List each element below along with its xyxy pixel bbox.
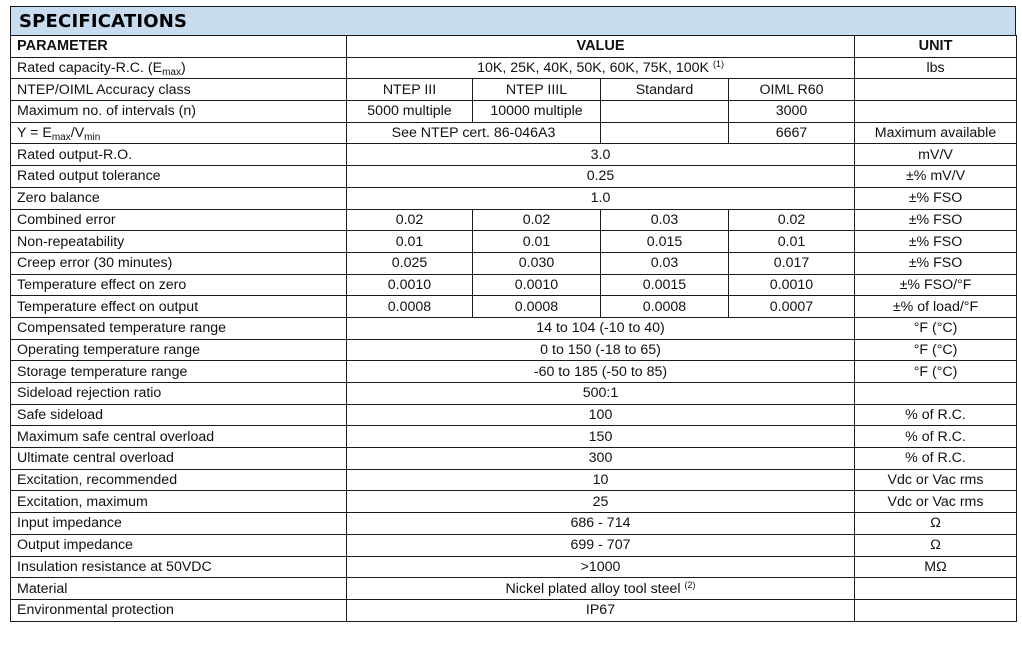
unit-cell <box>855 101 1017 123</box>
value-cell: 0.02 <box>473 209 601 231</box>
table-row <box>11 144 1017 166</box>
table-row <box>11 231 1017 253</box>
unit-cell: °F (°C) <box>855 361 1017 383</box>
param-cell: Safe sideload <box>11 404 347 426</box>
header-unit: UNIT <box>855 36 1017 58</box>
table-row <box>11 317 1017 339</box>
unit-cell <box>855 599 1017 621</box>
value-cell: 0.0010 <box>347 274 473 296</box>
value-cell: 0.01 <box>729 231 855 253</box>
header-value: VALUE <box>347 36 855 58</box>
param-cell: Rated output tolerance <box>11 166 347 188</box>
unit-cell: mV/V <box>855 144 1017 166</box>
unit-cell: ±% mV/V <box>855 166 1017 188</box>
value-cell: 0.0010 <box>729 274 855 296</box>
value-cell: 14 to 104 (-10 to 40) <box>347 317 855 339</box>
table-row <box>11 513 1017 535</box>
header-parameter: PARAMETER <box>11 36 347 58</box>
param-cell: Rated capacity-R.C. $(E_{max})$ <box>11 57 347 79</box>
param-cell: Sideload rejection ratio <box>11 383 347 405</box>
unit-cell <box>855 79 1017 101</box>
value-cell: See NTEP cert. 86-046A3 <box>347 122 601 144</box>
value-cell: 1.0 <box>347 187 855 209</box>
value-cell: 3000 <box>729 101 855 123</box>
value-cell: 10K, 25K, 40K, 50K, 60K, 75K, 100K $^{(1)}$ <box>347 57 855 79</box>
param-cell: Storage temperature range <box>11 361 347 383</box>
param-cell: Operating temperature range <box>11 339 347 361</box>
param-cell: NTEP/OIML Accuracy class <box>11 79 347 101</box>
param-cell: Excitation, maximum <box>11 491 347 513</box>
param-cell: Input impedance <box>11 513 347 535</box>
value-cell: 0.025 <box>347 252 473 274</box>
value-cell: NTEP IIIL <box>473 79 601 101</box>
value-cell: IP67 <box>347 599 855 621</box>
table-row <box>11 491 1017 513</box>
unit-cell: Ω <box>855 534 1017 556</box>
value-cell: 0.0008 <box>347 296 473 318</box>
unit-cell: % of R.C. <box>855 404 1017 426</box>
value-cell <box>601 122 729 144</box>
value-cell: 6667 <box>729 122 855 144</box>
table-row <box>11 469 1017 491</box>
value-cell: 0.0007 <box>729 296 855 318</box>
value-cell: 10000 multiple <box>473 101 601 123</box>
value-cell: 10 <box>347 469 855 491</box>
table-row <box>11 101 1017 123</box>
header-row <box>11 36 1017 58</box>
unit-cell: ±% FSO <box>855 252 1017 274</box>
value-cell: 0.0008 <box>473 296 601 318</box>
param-cell: Non-repeatability <box>11 231 347 253</box>
param-cell: Environmental protection <box>11 599 347 621</box>
specifications-panel <box>10 6 1016 622</box>
table-row <box>11 296 1017 318</box>
unit-cell: °F (°C) <box>855 339 1017 361</box>
table-row <box>11 339 1017 361</box>
table-row <box>11 534 1017 556</box>
value-cell: 300 <box>347 448 855 470</box>
unit-cell: % of R.C. <box>855 448 1017 470</box>
value-cell: 0.02 <box>347 209 473 231</box>
unit-cell: ±% FSO/°F <box>855 274 1017 296</box>
value-cell: 0.03 <box>601 252 729 274</box>
table-row <box>11 209 1017 231</box>
value-cell: 0.02 <box>729 209 855 231</box>
table-row <box>11 556 1017 578</box>
param-cell: Insulation resistance at 50VDC <box>11 556 347 578</box>
value-cell: 3.0 <box>347 144 855 166</box>
value-cell <box>601 101 729 123</box>
value-cell: 100 <box>347 404 855 426</box>
param-cell: Temperature effect on output <box>11 296 347 318</box>
table-row <box>11 166 1017 188</box>
value-cell: -60 to 185 (-50 to 85) <box>347 361 855 383</box>
value-cell: 0.01 <box>347 231 473 253</box>
table-row <box>11 599 1017 621</box>
unit-cell: ±% of load/°F <box>855 296 1017 318</box>
table-row <box>11 122 1017 144</box>
value-cell: 500:1 <box>347 383 855 405</box>
param-cell: Output impedance <box>11 534 347 556</box>
footnote-marker: (1) <box>712 59 724 70</box>
param-cell: Material <box>11 578 347 600</box>
param-cell: $Y = E_{max}/V_{min}$ <box>11 122 347 144</box>
table-row <box>11 274 1017 296</box>
unit-cell: Ω <box>855 513 1017 535</box>
param-cell: Temperature effect on zero <box>11 274 347 296</box>
unit-cell: ±% FSO <box>855 209 1017 231</box>
unit-cell: % of R.C. <box>855 426 1017 448</box>
value-cell: 0 to 150 (-18 to 65) <box>347 339 855 361</box>
unit-cell: Vdc or Vac rms <box>855 469 1017 491</box>
table-row <box>11 57 1017 79</box>
unit-cell: Vdc or Vac rms <box>855 491 1017 513</box>
value-cell: Standard <box>601 79 729 101</box>
value-cell: 0.0015 <box>601 274 729 296</box>
value-cell: 25 <box>347 491 855 513</box>
value-cell: 0.0010 <box>473 274 601 296</box>
unit-cell: ±% FSO <box>855 187 1017 209</box>
param-cell: Zero balance <box>11 187 347 209</box>
value-cell: Nickel plated alloy tool steel $^{(2)}$ <box>347 578 855 600</box>
value-cell: 150 <box>347 426 855 448</box>
table-row <box>11 448 1017 470</box>
unit-cell <box>855 383 1017 405</box>
value-cell: 0.01 <box>473 231 601 253</box>
table-row <box>11 578 1017 600</box>
param-cell: Creep error (30 minutes) <box>11 252 347 274</box>
value-cell: 0.017 <box>729 252 855 274</box>
unit-cell: MΩ <box>855 556 1017 578</box>
table-row <box>11 79 1017 101</box>
table-row <box>11 383 1017 405</box>
value-cell: 5000 multiple <box>347 101 473 123</box>
value-cell: 0.03 <box>601 209 729 231</box>
param-cell: Excitation, recommended <box>11 469 347 491</box>
param-cell: Combined error <box>11 209 347 231</box>
value-cell: 0.015 <box>601 231 729 253</box>
value-cell: 686 - 714 <box>347 513 855 535</box>
table-row <box>11 361 1017 383</box>
table-row <box>11 187 1017 209</box>
param-cell: Maximum safe central overload <box>11 426 347 448</box>
value-cell: NTEP III <box>347 79 473 101</box>
unit-cell: Maximum available <box>855 122 1017 144</box>
unit-cell <box>855 578 1017 600</box>
section-title: SPECIFICATIONS <box>10 6 1016 35</box>
footnote-marker: (2) <box>684 579 696 590</box>
unit-cell: °F (°C) <box>855 317 1017 339</box>
table-row <box>11 426 1017 448</box>
value-cell: >1000 <box>347 556 855 578</box>
unit-cell: lbs <box>855 57 1017 79</box>
param-cell: Rated output-R.O. <box>11 144 347 166</box>
param-cell: Ultimate central overload <box>11 448 347 470</box>
param-cell: Maximum no. of intervals (n) <box>11 101 347 123</box>
table-row <box>11 252 1017 274</box>
value-cell: 0.0008 <box>601 296 729 318</box>
value-cell: OIML R60 <box>729 79 855 101</box>
table-row <box>11 404 1017 426</box>
value-cell: 0.030 <box>473 252 601 274</box>
param-cell: Compensated temperature range <box>11 317 347 339</box>
specifications-table <box>10 35 1017 622</box>
value-cell: 699 - 707 <box>347 534 855 556</box>
unit-cell: ±% FSO <box>855 231 1017 253</box>
value-cell: 0.25 <box>347 166 855 188</box>
